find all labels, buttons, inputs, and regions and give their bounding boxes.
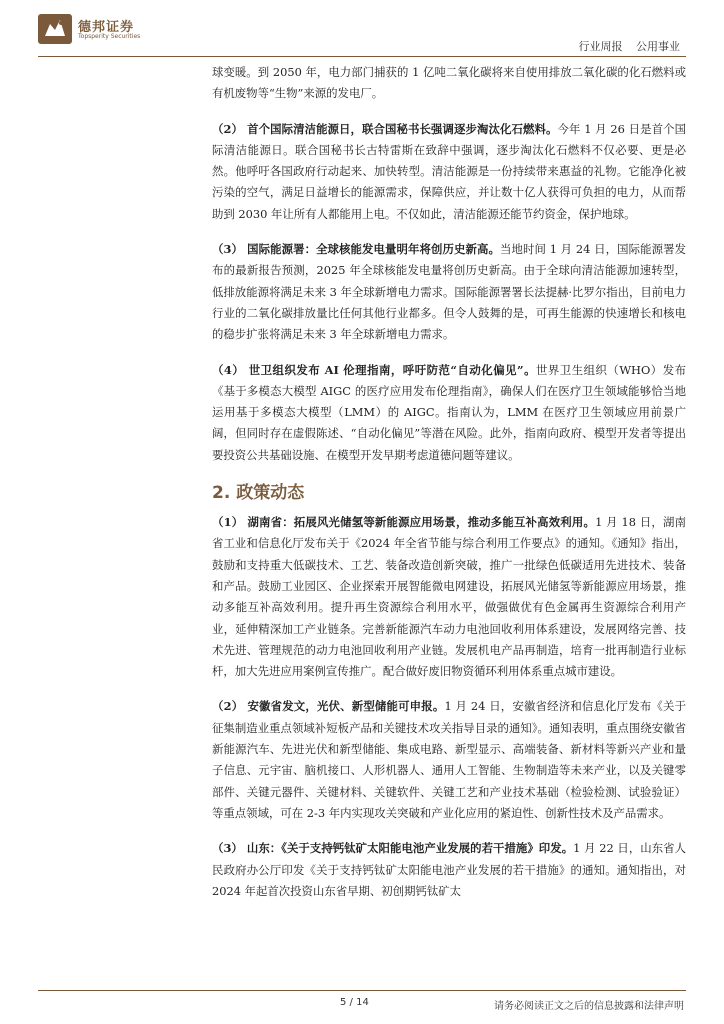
company-logo	[38, 14, 158, 44]
policy-item-heading: （1） 湖南省：拓展风光储氢等新能源应用场景，推动多能互补高效利用。	[212, 515, 596, 530]
news-item-body: 世界卫生组织（WHO）发布《基于多模态大模型 AIGC 的医疗应用发布伦理指南》，确保人们在医疗卫生领域能够恰当地运用基于多模态大模型（LMM）的 AIGC。指南认为，LMM 在医疗卫生领域应用前景广阔，但同时存在虚假陈述、“自动化偏见”等潜在风险。此外，指南向政府、模型开发者等提出要投资公共基础设施、在模型开发早期考虑道德问题等建议。	[212, 362, 687, 462]
policy-item-hunan	[212, 512, 686, 682]
main-content	[212, 62, 686, 902]
policy-item-anhui	[212, 696, 686, 824]
page-footer	[0, 990, 724, 1024]
policy-item-body: 1 月 22 日，山东省人民政府办公厅印发《关于支持钙钛矿太阳能电池产业发展的若干措施》的通知。通知指出，对 2024 年起首次投资山东省早期、初创期钙钛矿太	[212, 841, 686, 898]
news-item-heading: （4） 世卫组织发布 AI 伦理指南，呼吁防范“自动化偏见”。	[212, 362, 536, 377]
industry-label: 公用事业	[636, 40, 680, 53]
paragraph-continued: 球变暖。到 2050 年，电力部门捕获的 1 亿吨二氧化碳将来自使用排放二氧化碳的化石燃料或有机废物等“生物”来源的发电厂。	[212, 65, 686, 101]
news-item-who-ai-ethics	[212, 360, 686, 466]
news-item-iea-nuclear	[212, 239, 686, 345]
report-type: 行业周报	[578, 40, 623, 53]
policy-item-shandong	[212, 838, 686, 902]
page-number: 5 / 14	[340, 997, 369, 1008]
logo-text-en: Topsperity Securities	[78, 33, 141, 40]
header-divider	[38, 56, 686, 57]
report-category	[569, 38, 681, 54]
footer-divider	[38, 990, 686, 991]
policy-item-heading: （2） 安徽省发文，光伏、新型储能可申报。	[212, 699, 445, 714]
news-item-heading: （3） 国际能源署：全球核能发电量明年将创历史新高。	[212, 242, 500, 257]
policy-item-body: 1 月 18 日，湖南省工业和信息化厅发布关于《2024 年全省节能与综合利用工作要点》的通知。《通知》指出，鼓励和支持重大低碳技术、工艺、装备改造创新突破，推广一批绿色低碳适用先进技术、装备和产品。鼓励工业园区、企业探索开展智能微电网建设，拓展风光储氢等新能源应用场景，推动多能互补高效利用。提升再生资源综合利用水平，做强做优有色金属再生资源综合利用产业，延伸精深加工产业链条。完善新能源汽车动力电池回收利用体系建设，发展网络完善、技术先进、管理规范的动力电池回收利用产业链。发展机电产品再制造，培育一批再制造行业标杆，加大先进应用案例宣传推广。配合做好废旧物资循环利用体系重点城市建设。	[212, 515, 686, 679]
policy-item-heading: （3） 山东：《关于支持钙钛矿太阳能电池产业发展的若干措施》印发。	[212, 841, 574, 856]
policy-item-body: 1 月 24 日，安徽省经济和信息化厅发布《关于征集制造业重点领域补短板产品和关键技术攻关指导目录的通知》。通知表明，重点围绕安徽省新能源汽车、先进光伏和新型储能、集成电路、新型显示、高端装备、新材料等新兴产业和量子信息、元宇宙、脑机接口、人形机器人、通用人工智能、生物制造等未来产业，以及关键零部件、关键元器件、关键材料、关键软件、关键工艺和产业技术基础（检验检测、试验验证）等重点领域，可在 2-3 年内实现攻关突破和产业化应用的紧迫性、创新性技术及产品需求。	[212, 699, 686, 820]
legal-disclaimer: 请务必阅读正文之后的信息披露和法律声明	[494, 1001, 684, 1012]
logo-text-cn: 德邦证券	[78, 20, 135, 35]
logo-emblem-icon	[38, 14, 72, 44]
news-item-clean-energy-day	[212, 119, 686, 225]
section-title-policy: 2. 政策动态	[212, 483, 305, 504]
news-item-heading: （2） 首个国际清洁能源日，联合国秘书长强调逐步淘汰化石燃料。	[212, 121, 558, 136]
page-header	[0, 0, 724, 60]
news-item-body: 当地时间 1 月 24 日，国际能源署发布的最新报告预测，2025 年全球核能发电量将创历史新高。由于全球向清洁能源加速转型，低排放能源将满足未来 3 年全球新增电力需求。国际能源署署长法提赫·比罗尔指出，目前电力行业的二氧化碳排放量比任何其他行业都多。但令人鼓舞的是，可再生能源的快速增长和核电的稳步扩张将满足未来 3 年全球新增电力需求。	[212, 242, 686, 342]
news-item-body: 今年 1 月 26 日是首个国际清洁能源日。联合国秘书长古特雷斯在致辞中强调，逐步淘汰化石燃料不仅必要、更是必然。他呼吁各国政府行动起来、加快转型。清洁能源是一份持续带来惠益的礼物。它能净化被污染的空气，满足日益增长的能源需求，保障供应，并让数十亿人获得可负担的电力，从而帮助到 2030 年让所有人都能用上电。不仅如此，清洁能源还能节约资金，保护地球。	[212, 121, 686, 221]
